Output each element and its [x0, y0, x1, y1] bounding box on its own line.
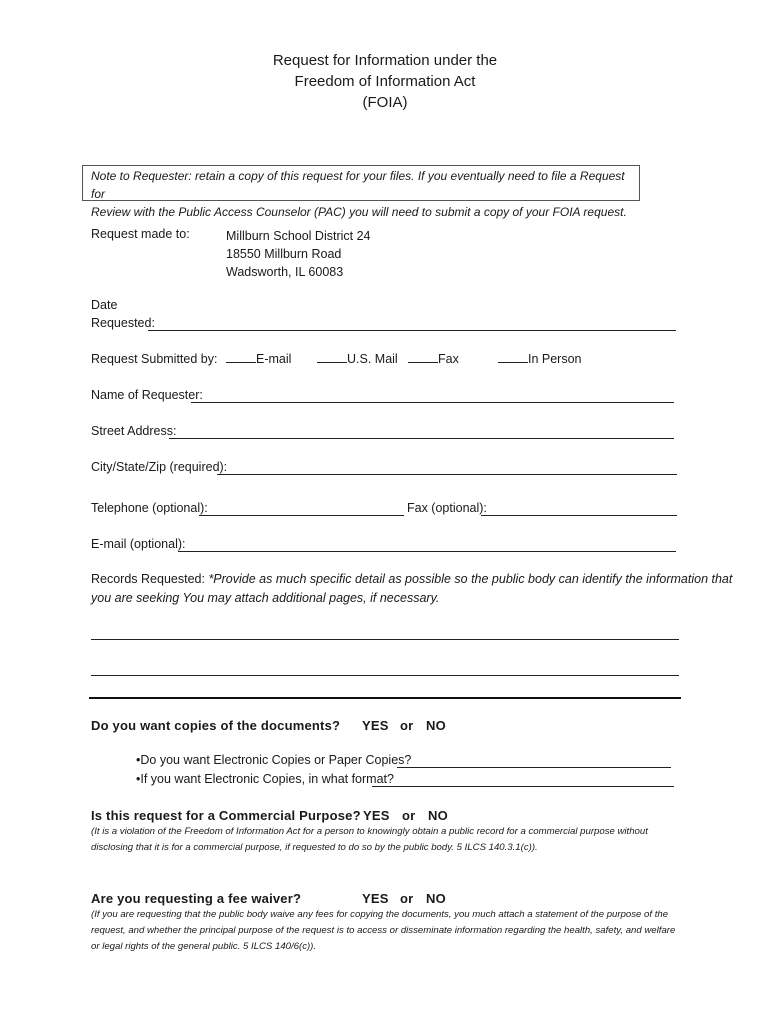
district-address	[226, 227, 371, 281]
section-divider	[89, 697, 681, 699]
records-line-2[interactable]	[91, 675, 679, 676]
district-street: 18550 Millburn Road	[226, 247, 342, 261]
note-line-2: Review with the Public Access Counselor (PAC) you will need to submit a copy of your FOIA request.	[91, 205, 627, 219]
option-in-person[interactable]	[498, 352, 582, 366]
option-in-person-label: In Person	[528, 352, 582, 366]
copies-bullet-1: •Do you want Electronic Copies or Paper Copies?	[136, 753, 412, 767]
city-label: City/State/Zip (required):	[91, 460, 228, 474]
copies-bullet-2: •If you want Electronic Copies, in what format?	[136, 772, 394, 786]
option-us-mail[interactable]	[317, 352, 398, 366]
mail-check-blank[interactable]	[317, 362, 347, 363]
waiver-note-line-3: or legal rights of the general public. 5 ILCS 140/6(c)).	[91, 941, 317, 952]
fax-field[interactable]	[481, 515, 677, 516]
option-email-label: E-mail	[256, 352, 292, 366]
city-field[interactable]	[217, 474, 677, 475]
waiver-or: or	[400, 891, 414, 906]
title-line-2: Freedom of Information Act	[294, 73, 476, 90]
email-field[interactable]	[178, 551, 676, 552]
request-made-to-label: Request made to:	[91, 227, 190, 241]
copies-or: or	[400, 718, 414, 733]
option-fax[interactable]	[408, 352, 459, 366]
waiver-no[interactable]: NO	[426, 891, 446, 906]
date-label-line1: Date	[91, 298, 118, 312]
email-check-blank[interactable]	[226, 362, 256, 363]
in-person-check-blank[interactable]	[498, 362, 528, 363]
waiver-yes[interactable]: YES	[362, 891, 389, 906]
waiver-note-line-1: (If you are requesting that the public body waive any fees for copying the documents, you much attach a statement of the purpose of the	[91, 909, 669, 920]
records-requested	[91, 572, 732, 586]
option-mail-label: U.S. Mail	[347, 352, 398, 366]
date-label-line2: Requested:	[91, 316, 155, 330]
fax-label: Fax (optional):	[407, 501, 487, 515]
district-name: Millburn School District 24	[226, 229, 371, 243]
commercial-note	[91, 824, 691, 856]
copies-yes[interactable]: YES	[362, 718, 389, 733]
requester-note-box	[82, 165, 640, 219]
name-label: Name of Requester:	[91, 388, 203, 402]
commercial-no[interactable]: NO	[428, 808, 448, 823]
option-fax-label: Fax	[438, 352, 459, 366]
copy-format-field[interactable]	[372, 786, 674, 787]
date-requested-field[interactable]	[148, 330, 676, 331]
copies-no[interactable]: NO	[426, 718, 446, 733]
district-city: Wadsworth, IL 60083	[226, 265, 344, 279]
commercial-question: Is this request for a Commercial Purpose?	[91, 808, 361, 823]
copy-type-field[interactable]	[397, 767, 671, 768]
email-label: E-mail (optional):	[91, 537, 186, 551]
waiver-note	[91, 907, 691, 955]
records-line-1[interactable]	[91, 639, 679, 640]
option-email[interactable]	[226, 352, 291, 366]
commercial-note-line-2: disclosing that it is for a commercial purpose, if requested to do so by the public body. 5 ILCS 140.3.1(c)).	[91, 842, 538, 853]
telephone-field[interactable]	[199, 515, 404, 516]
records-instruction-2: you are seeking You may attach additional pages, if necessary.	[91, 591, 440, 605]
title-line-1: Request for Information under the	[272, 52, 498, 69]
records-label: Records Requested:	[91, 572, 205, 586]
telephone-label: Telephone (optional):	[91, 501, 208, 515]
street-label: Street Address:	[91, 424, 177, 438]
records-instruction-1: *Provide as much specific detail as possible so the public body can identify the information that	[208, 572, 733, 586]
waiver-question: Are you requesting a fee waiver?	[91, 891, 302, 906]
commercial-or: or	[402, 808, 416, 823]
submitted-by-label: Request Submitted by:	[91, 352, 218, 366]
form-title	[0, 50, 770, 113]
title-line-3: (FOIA)	[362, 94, 408, 111]
name-field[interactable]	[191, 402, 674, 403]
copies-question: Do you want copies of the documents?	[91, 718, 341, 733]
commercial-note-line-1: (It is a violation of the Freedom of Information Act for a person to knowingly obtain a public record for a commercial purpose without	[91, 826, 648, 837]
waiver-note-line-2: request, and whether the principal purpose of the request is to access or disseminate information regarding the health, safety, and welfare	[91, 925, 676, 936]
commercial-yes[interactable]: YES	[363, 808, 390, 823]
note-line-1: Note to Requester: retain a copy of this request for your files. If you eventually need to file a Request for	[91, 169, 625, 201]
fax-check-blank[interactable]	[408, 362, 438, 363]
street-field[interactable]	[169, 438, 674, 439]
